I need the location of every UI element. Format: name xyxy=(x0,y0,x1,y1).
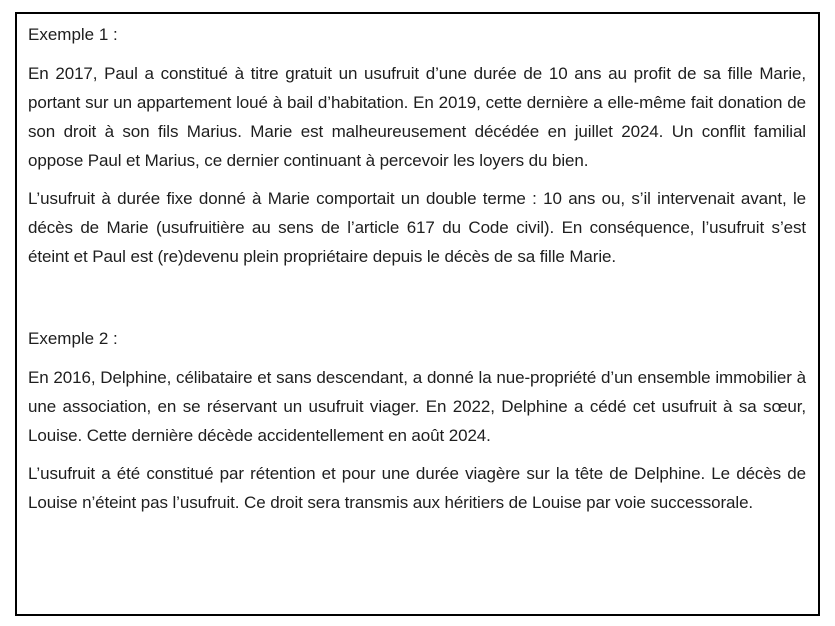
example1-heading: Exemple 1 : xyxy=(28,25,118,44)
example1-paragraph-analysis: L’usufruit à durée fixe donné à Marie comportait un double terme : 10 ans ou, s’il intervenait avant, le décès de Marie (usufruitière au sens de l’article 617 du Code civil). En conséquence, l’usufruit s’est éteint et Paul est (re)devenu plein propriétaire depuis le décès de sa fille Marie. xyxy=(28,189,806,266)
document-text-box xyxy=(15,12,820,616)
section-spacer xyxy=(28,280,806,324)
example2-heading: Exemple 2 : xyxy=(28,329,118,348)
example1-paragraph-facts: En 2017, Paul a constitué à titre gratuit un usufruit d’une durée de 10 ans au profit de sa fille Marie, portant sur un appartement loué à bail d’habitation. En 2019, cette dernière a elle-même fait donation de son droit à son fils Marius. Marie est malheureusement décédée en juillet 2024. Un conflit familial oppose Paul et Marius, ce dernier continuant à percevoir les loyers du bien. xyxy=(28,64,806,170)
example2-paragraph-analysis: L’usufruit a été constitué par rétention et pour une durée viagère sur la tête de Delphine. Le décès de Louise n’éteint pas l’usufruit. Ce droit sera transmis aux héritiers de Louise par voie successorale. xyxy=(28,464,806,512)
example2-paragraph-facts: En 2016, Delphine, célibataire et sans descendant, a donné la nue-propriété d’un ensemble immobilier à une association, en se réservant un usufruit viager. En 2022, Delphine a cédé cet usufruit à sa sœur, Louise. Cette dernière décède accidentellement en août 2024. xyxy=(28,368,806,445)
